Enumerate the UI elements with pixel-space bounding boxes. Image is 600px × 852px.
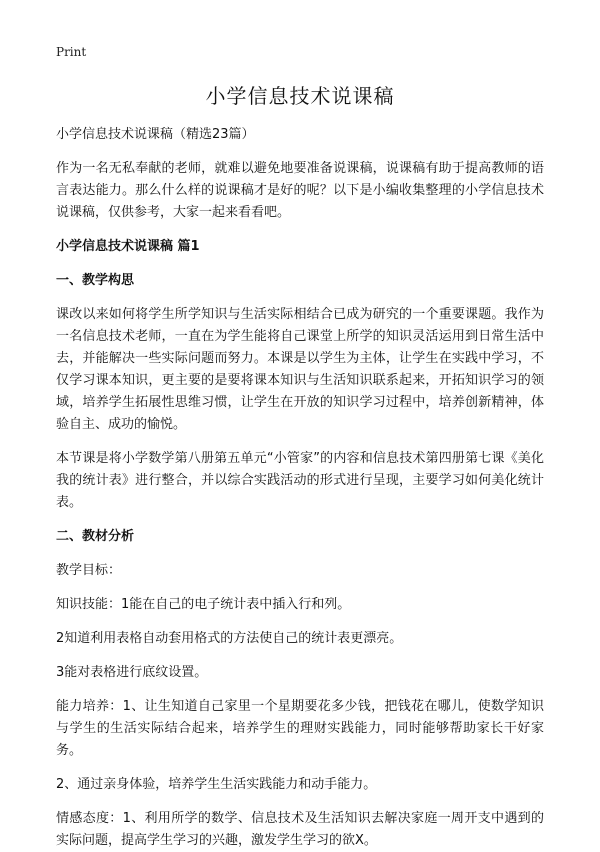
paragraph-ability-2: 2、通过亲身体验，培养学生生活实践能力和动手能力。 xyxy=(56,777,377,792)
heading-textbook-analysis: 二、教材分析 xyxy=(56,529,135,544)
paragraph-knowledge-skill-3: 3能对表格进行底纹设置。 xyxy=(56,665,208,680)
heading-teaching-concept: 一、教学构思 xyxy=(56,273,135,288)
paragraph-knowledge-skill-1: 知识技能：1能在自己的电子统计表中插入行和列。 xyxy=(56,597,351,612)
intro-paragraph: 作为一名无私奉献的老师，就难以避免地要准备说课稿，说课稿有助于提高教师的语言表达能力。那么什么样的说课稿才是好的呢？以下是小编收集整理的小学信息技术说课稿，仅供参考，大家一起来看看吧。 xyxy=(56,161,544,220)
paragraph-teaching-goals: 教学目标： xyxy=(56,563,122,578)
paragraph-ability-1: 能力培养：1、让生知道自己家里一个星期要花多少钱，把钱花在哪儿，使数学知识与学生的生活实际结合起来，培养学生的理财实践能力，同时能够帮助家长干好家务。 xyxy=(56,699,544,758)
document-subtitle: 小学信息技术说课稿（精选23篇） xyxy=(56,127,255,142)
print-label: Print xyxy=(56,45,87,59)
paragraph-attitude: 情感态度：1、利用所学的数学、信息技术及生活知识去解决家庭一周开支中遇到的实际问题，提高学生学习的兴趣，激发学生学习的欲X。 xyxy=(56,811,544,848)
page-title: 小学信息技术说课稿 xyxy=(205,84,395,108)
section-title: 小学信息技术说课稿 篇1 xyxy=(56,239,200,254)
paragraph-lesson-integration: 本节课是将小学数学第八册第五单元“小管家”的内容和信息技术第四册第七课《美化我的统计表》进行整合，并以综合实践活动的形式进行呈现，主要学习如何美化统计表。 xyxy=(56,451,544,510)
paragraph-knowledge-skill-2: 2知道利用表格自动套用格式的方法使自己的统计表更漂亮。 xyxy=(56,631,403,646)
paragraph-teaching-concept: 课改以来如何将学生所学知识与生活实际相结合已成为研究的一个重要课题。我作为一名信息技术老师，一直在为学生能将自己课堂上所学的知识灵活运用到日常生活中去，并能解决一些实际问题而努力。本课是以学生为主体，让学生在实践中学习，不仅学习课本知识，更主要的是要将课本知识与生活知识联系起来，开拓知识学习的领域，培养学生拓展性思维习惯，让学生在开放的知识学习过程中，培养创新精神，体验自主、成功的愉悦。 xyxy=(56,307,544,432)
